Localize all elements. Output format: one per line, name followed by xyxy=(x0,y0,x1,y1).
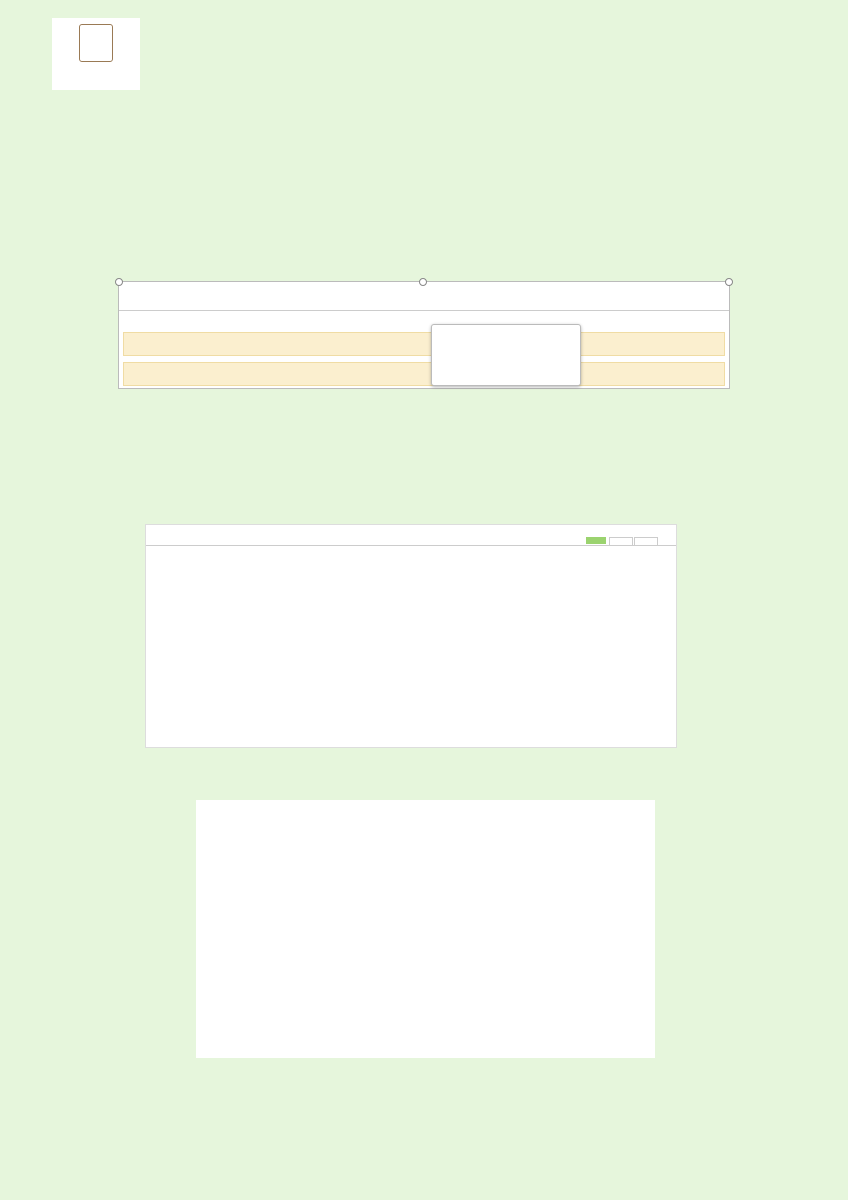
resize-handle xyxy=(725,278,733,286)
bulk-sim-parcial-button[interactable] xyxy=(634,537,658,546)
bulk-sim-total-button[interactable] xyxy=(609,537,633,546)
header-divider xyxy=(119,310,729,311)
screenshot-deducoes xyxy=(196,800,655,1058)
resize-handle xyxy=(419,278,427,286)
table-header xyxy=(146,525,676,546)
screenshot-portal-faturas xyxy=(145,524,677,748)
screenshot-complementar-faturas xyxy=(118,281,730,389)
info-bar-arrendamento xyxy=(123,332,725,356)
bulk-nao-button[interactable] xyxy=(586,537,606,544)
logo-monogram xyxy=(79,24,113,62)
company-logo xyxy=(52,18,140,90)
info-bar-pending xyxy=(123,362,725,386)
instructions-tooltip xyxy=(431,324,581,386)
resize-handle xyxy=(115,278,123,286)
